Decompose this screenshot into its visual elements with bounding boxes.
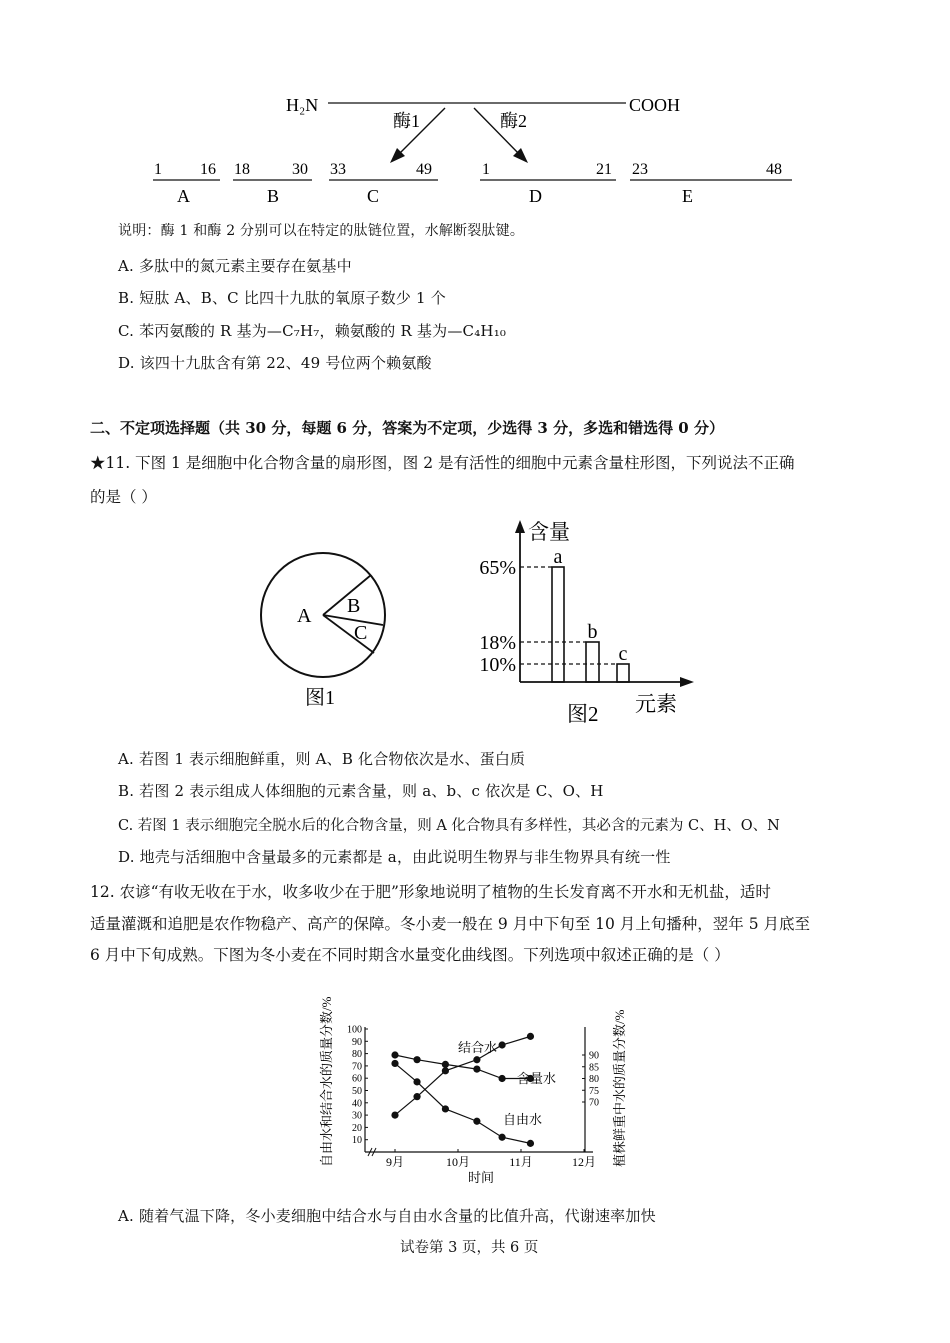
fig2-tick-c: 10%: [479, 654, 516, 676]
series-point-1: [499, 1075, 506, 1082]
series-label-2: 自由水: [503, 1112, 543, 1127]
q11-stem-line1: ★11. 下图 1 是细胞中化合物含量的扇形图，图 2 是有活性的细胞中元素含量柱形图，下列说法不正确: [90, 454, 795, 472]
fig1-label-a: A: [297, 605, 312, 627]
q10-option-d: D. 该四十九肽含有第 22、49 号位两个赖氨酸: [118, 354, 432, 372]
series-point-0: [473, 1056, 480, 1063]
svg-text:30: 30: [292, 161, 308, 178]
fig2-y-title: 含量: [528, 520, 570, 544]
fig2-bar-label-b: b: [587, 621, 598, 643]
right-tick-label: 85: [589, 1062, 599, 1074]
fig2-bar-c: [617, 664, 629, 682]
right-tick-label: 80: [589, 1074, 599, 1085]
q11-stem-line2: 的是（ ）: [90, 488, 157, 506]
fig2-bar-chart: [465, 515, 695, 730]
q10-option-a: A. 多肽中的氮元素主要存在氨基中: [118, 257, 352, 275]
section2-title: 二、不定项选择题（共 30 分，每题 6 分，答案为不定项，少选得 3 分，多选和错选得 0 分）: [90, 419, 724, 437]
q11-option-c: C. 若图 1 表示细胞完全脱水后的化合物含量，则 A 化合物具有多样性，其必含的元素为 C、H、O、N: [118, 818, 780, 834]
segment-b: [233, 161, 312, 206]
fig1-label-b: B: [347, 595, 361, 617]
page-footer: 试卷第 3 页，共 6 页: [400, 1240, 539, 1256]
segment-e: [630, 161, 792, 206]
x-tick-label: 9月: [385, 1155, 405, 1169]
left-tick-label: 30: [352, 1110, 362, 1122]
water-content-chart: [310, 985, 635, 1185]
left-tick-label: 70: [352, 1061, 362, 1073]
left-tick-label: 60: [352, 1073, 362, 1085]
svg-text:49: 49: [416, 161, 432, 178]
fig2-bar-label-c: c: [618, 643, 628, 665]
series-point-1: [391, 1051, 398, 1058]
q10-option-b: B. 短肽 A、B、C 比四十九肽的氧原子数少 1 个: [118, 289, 446, 307]
fig2-bar-b: [586, 642, 599, 682]
fig1-label-c: C: [354, 622, 368, 644]
q11-option-a: A. 若图 1 表示细胞鲜重，则 A、B 化合物依次是水、蛋白质: [118, 750, 526, 768]
series-point-0: [413, 1093, 420, 1100]
series-point-0: [527, 1033, 534, 1040]
series-line-2: [395, 1063, 530, 1143]
q10-option-c: C. 苯丙氨酸的 R 基为—C₇H₇，赖氨酸的 R 基为—C₄H₁₀: [118, 322, 507, 340]
series-point-2: [473, 1118, 480, 1125]
left-tick-label: 100: [347, 1024, 362, 1036]
left-axis-title: 自由水和结合水的质量分数/%: [319, 996, 334, 1167]
q11-option-d: D. 地壳与活细胞中含量最多的元素都是 a，由此说明生物界与非生物界具有统一性: [118, 848, 671, 866]
series-point-1: [473, 1066, 480, 1073]
fig1-caption: 图1: [305, 687, 335, 709]
svg-text:E: E: [682, 186, 693, 206]
fig2-x-title: 元素: [635, 692, 677, 716]
c-terminus: COOH: [629, 95, 681, 115]
q12-stem-line3: 6 月中下旬成熟。下图为冬小麦在不同时期含水量变化曲线图。下列选项中叙述正确的是（ ）: [90, 946, 730, 964]
x-tick-label: 11月: [509, 1155, 533, 1169]
q12-option-a: A. 随着气温下降，冬小麦细胞中结合水与自由水含量的比值升高，代谢速率加快: [118, 1207, 656, 1225]
series-point-0: [499, 1041, 506, 1048]
series-point-1: [413, 1056, 420, 1063]
series-point-0: [442, 1067, 449, 1074]
x-tick-label: 12月: [571, 1155, 597, 1169]
segment-a: [153, 161, 220, 206]
x-tick-label: 10月: [445, 1155, 471, 1169]
series-point-2: [442, 1105, 449, 1112]
peptide-figure: [140, 85, 820, 210]
fig1-pie-chart: [255, 545, 395, 715]
left-tick-label: 40: [352, 1098, 362, 1110]
fig2-tick-b: 18%: [479, 632, 516, 654]
segment-c: [329, 161, 438, 206]
right-tick-label: 90: [589, 1050, 599, 1062]
q10-note: 说明：酶 1 和酶 2 分别可以在特定的肽链位置，水解断裂肽键。: [118, 223, 525, 239]
svg-text:1: 1: [482, 161, 490, 178]
series-point-2: [391, 1060, 398, 1067]
svg-text:C: C: [367, 186, 380, 206]
svg-text:48: 48: [766, 161, 782, 178]
series-label-0: 结合水: [458, 1040, 498, 1055]
x-axis-title: 时间: [468, 1170, 495, 1185]
enzyme1-label: 酶1: [393, 111, 420, 131]
svg-text:21: 21: [596, 161, 612, 178]
series-point-1: [442, 1061, 449, 1068]
q11-option-b: B. 若图 2 表示组成人体细胞的元素含量，则 a、b、c 依次是 C、O、H: [118, 782, 604, 800]
series-point-2: [527, 1140, 534, 1147]
enzyme2-label: 酶2: [500, 111, 527, 131]
svg-text:A: A: [177, 186, 190, 206]
svg-text:D: D: [529, 186, 542, 206]
fig2-bar-a: [552, 567, 564, 682]
fig2-tick-a: 65%: [479, 557, 516, 579]
svg-text:16: 16: [200, 161, 216, 178]
left-tick-label: 20: [352, 1122, 362, 1134]
left-tick-label: 80: [352, 1049, 362, 1061]
fig2-bar-label-a: a: [553, 546, 563, 568]
fig2-caption: 图2: [567, 702, 599, 726]
right-axis-title: 植株鲜重中水的质量分数/%: [612, 1009, 627, 1167]
fig2-y-arrowhead: [515, 520, 525, 533]
series-point-2: [499, 1134, 506, 1141]
right-tick-label: 70: [589, 1097, 599, 1109]
svg-text:B: B: [267, 186, 280, 206]
n-terminus: H₂N: [286, 95, 319, 115]
series-label-1: 含量水: [517, 1071, 557, 1086]
svg-text:18: 18: [234, 161, 250, 178]
series-point-2: [413, 1078, 420, 1085]
q12-stem-line2: 适量灌溉和追肥是农作物稳产、高产的保障。冬小麦一般在 9 月中下旬至 10 月上旬播种，翌年 5 月底至: [90, 915, 811, 933]
left-tick-label: 10: [352, 1135, 362, 1147]
right-tick-label: 75: [589, 1085, 599, 1097]
svg-text:1: 1: [154, 161, 162, 178]
segment-d: [480, 161, 616, 206]
q12-stem-line1: 12. 农谚“有收无收在于水，收多收少在于肥”形象地说明了植物的生长发育离不开水和无机盐，适时: [90, 883, 771, 901]
svg-text:33: 33: [330, 161, 346, 178]
left-tick-label: 90: [352, 1036, 362, 1048]
fig2-x-arrowhead: [680, 677, 694, 687]
left-tick-label: 50: [352, 1086, 362, 1097]
svg-text:23: 23: [632, 161, 648, 178]
series-point-0: [391, 1112, 398, 1119]
